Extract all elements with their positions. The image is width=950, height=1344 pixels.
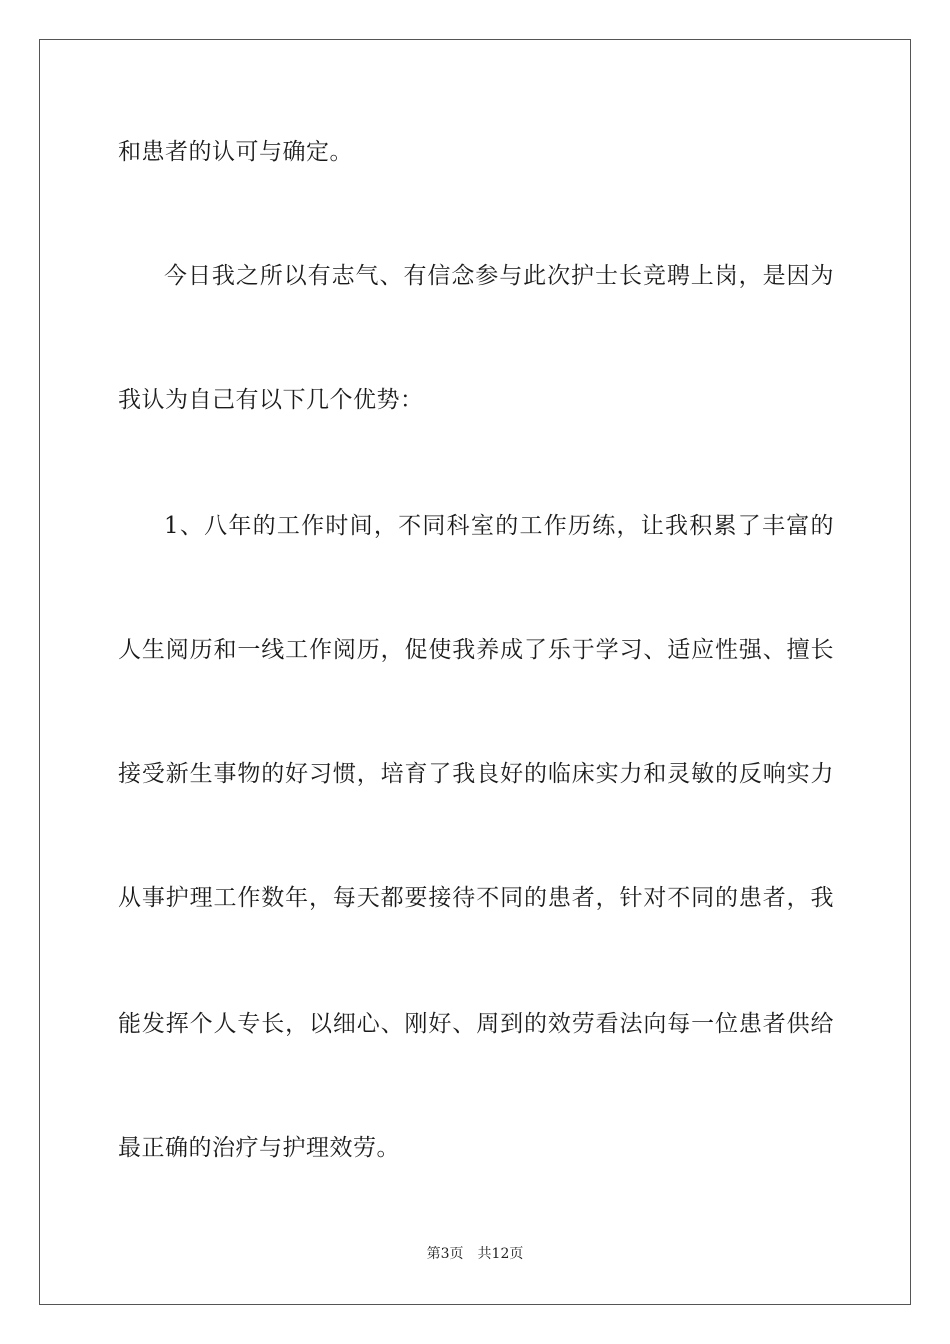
text-line: 今日我之所以有志气、有信念参与此次护士长竞聘上岗，是因为 xyxy=(164,263,834,289)
text-line: 1、八年的工作时间，不同科室的工作历练，让我积累了丰富的 xyxy=(164,513,834,539)
text-line: 接受新生事物的好习惯，培育了我良好的临床实力和灵敏的反响实力 xyxy=(118,761,834,787)
text-line: 人生阅历和一线工作阅历，促使我养成了乐于学习、适应性强、擅长 xyxy=(118,637,834,663)
text-line: 最正确的治疗与护理效劳。 xyxy=(118,1135,400,1161)
page-number: 第3页 xyxy=(426,1246,464,1262)
text-line: 能发挥个人专长，以细心、刚好、周到的效劳看法向每一位患者供给 xyxy=(118,1011,834,1037)
page-footer xyxy=(0,1244,950,1264)
text-line: 我认为自己有以下几个优势： xyxy=(118,387,424,413)
text-line: 从事护理工作数年，每天都要接待不同的患者，针对不同的患者，我 xyxy=(118,885,834,911)
text-line: 和患者的认可与确定。 xyxy=(118,139,353,165)
page-border xyxy=(39,39,911,1305)
page-total: 共12页 xyxy=(477,1246,524,1262)
